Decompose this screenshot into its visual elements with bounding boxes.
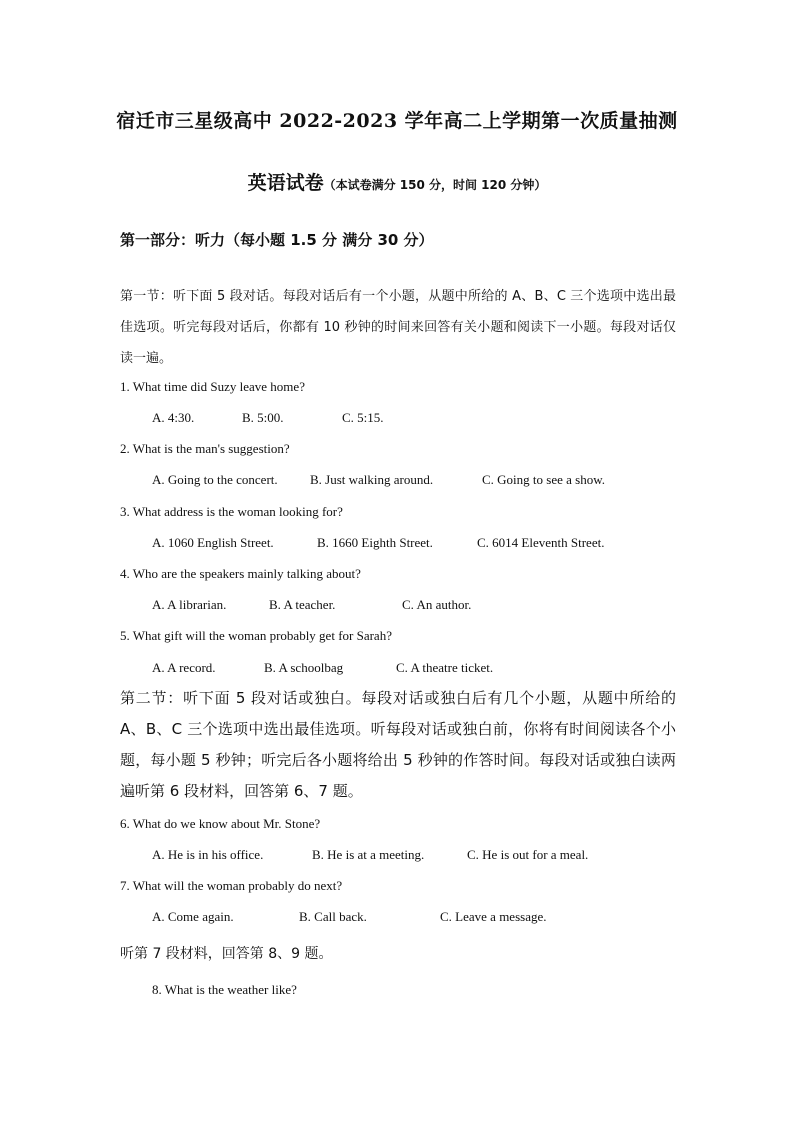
question-2-options: [152, 471, 605, 489]
question-6-options: [152, 846, 588, 864]
option-a: A. A librarian.: [152, 597, 227, 612]
section2-instructions: 第二节：听下面 5 段对话或独白。每段对话或独白后有几个小题，从题中所给的 A、B、C 三个选项中选出最佳选项。听每段对话或独白前，你将有时间阅读各个小题，每小题 5 秒钟；听完后各小题将给出 5 秒钟的作答时间。每段对话或独白读两遍听第 6 段材料，回答第 6、7 题。: [120, 689, 676, 800]
material7-note: 听第 7 段材料，回答第 8、9 题。: [120, 946, 333, 962]
question-4-options: [152, 596, 471, 614]
option-b: B. He is at a meeting.: [312, 847, 425, 862]
option-c: C. A theatre ticket.: [396, 660, 494, 675]
exam-score-time-note: （本试卷满分 150 分，时间 120 分钟）: [323, 178, 547, 192]
question-3-options: [152, 534, 604, 552]
option-a: A. He is in his office.: [152, 847, 264, 862]
section1-instructions: 第一节：听下面 5 段对话。每段对话后有一个小题，从题中所给的 A、B、C 三个选项中选出最佳选项。听完每段对话后，你都有 10 秒钟的时间来回答有关小题和阅读下一小题。每段对话仅读一遍。: [120, 289, 676, 366]
question-3: 3. What address is the woman looking for?: [120, 504, 343, 519]
question-7-options: [152, 908, 546, 926]
exam-subject: 英语试卷: [247, 172, 324, 194]
option-b: B. Call back.: [299, 909, 367, 924]
option-b: B. A teacher.: [269, 597, 336, 612]
option-c: C. 6014 Eleventh Street.: [477, 535, 605, 550]
part1-heading: 第一部分：听力（每小题 1.5 分 满分 30 分）: [120, 231, 434, 249]
option-b: B. 5:00.: [242, 410, 284, 425]
option-a: A. A record.: [152, 660, 216, 675]
option-c: C. Leave a message.: [440, 909, 547, 924]
option-b: B. A schoolbag: [264, 660, 344, 675]
option-b: B. 1660 Eighth Street.: [317, 535, 433, 550]
question-5: 5. What gift will the woman probably get for Sarah?: [120, 628, 392, 643]
option-b: B. Just walking around.: [310, 472, 434, 487]
option-a: A. Going to the concert.: [152, 472, 278, 487]
option-a: A. Come again.: [152, 909, 234, 924]
option-a: A. 1060 English Street.: [152, 535, 274, 550]
option-c: C. 5:15.: [342, 410, 384, 425]
question-2: 2. What is the man's suggestion?: [120, 441, 290, 456]
option-c: C. He is out for a meal.: [467, 847, 589, 862]
question-4: 4. Who are the speakers mainly talking about?: [120, 566, 361, 581]
option-c: C. Going to see a show.: [482, 472, 606, 487]
question-6: 6. What do we know about Mr. Stone?: [120, 816, 321, 831]
question-5-options: [152, 659, 493, 677]
option-a: A. 4:30.: [152, 410, 195, 425]
question-1-options: [152, 409, 384, 427]
question-7: 7. What will the woman probably do next?: [120, 878, 343, 893]
question-8: 8. What is the weather like?: [152, 982, 297, 997]
subtitle-line: [60, 168, 734, 195]
page-title: 宿迁市三星级高中 2022-2023 学年高二上学期第一次质量抽测: [116, 110, 678, 132]
question-1: 1. What time did Suzy leave home?: [120, 379, 305, 394]
option-c: C. An author.: [402, 597, 472, 612]
